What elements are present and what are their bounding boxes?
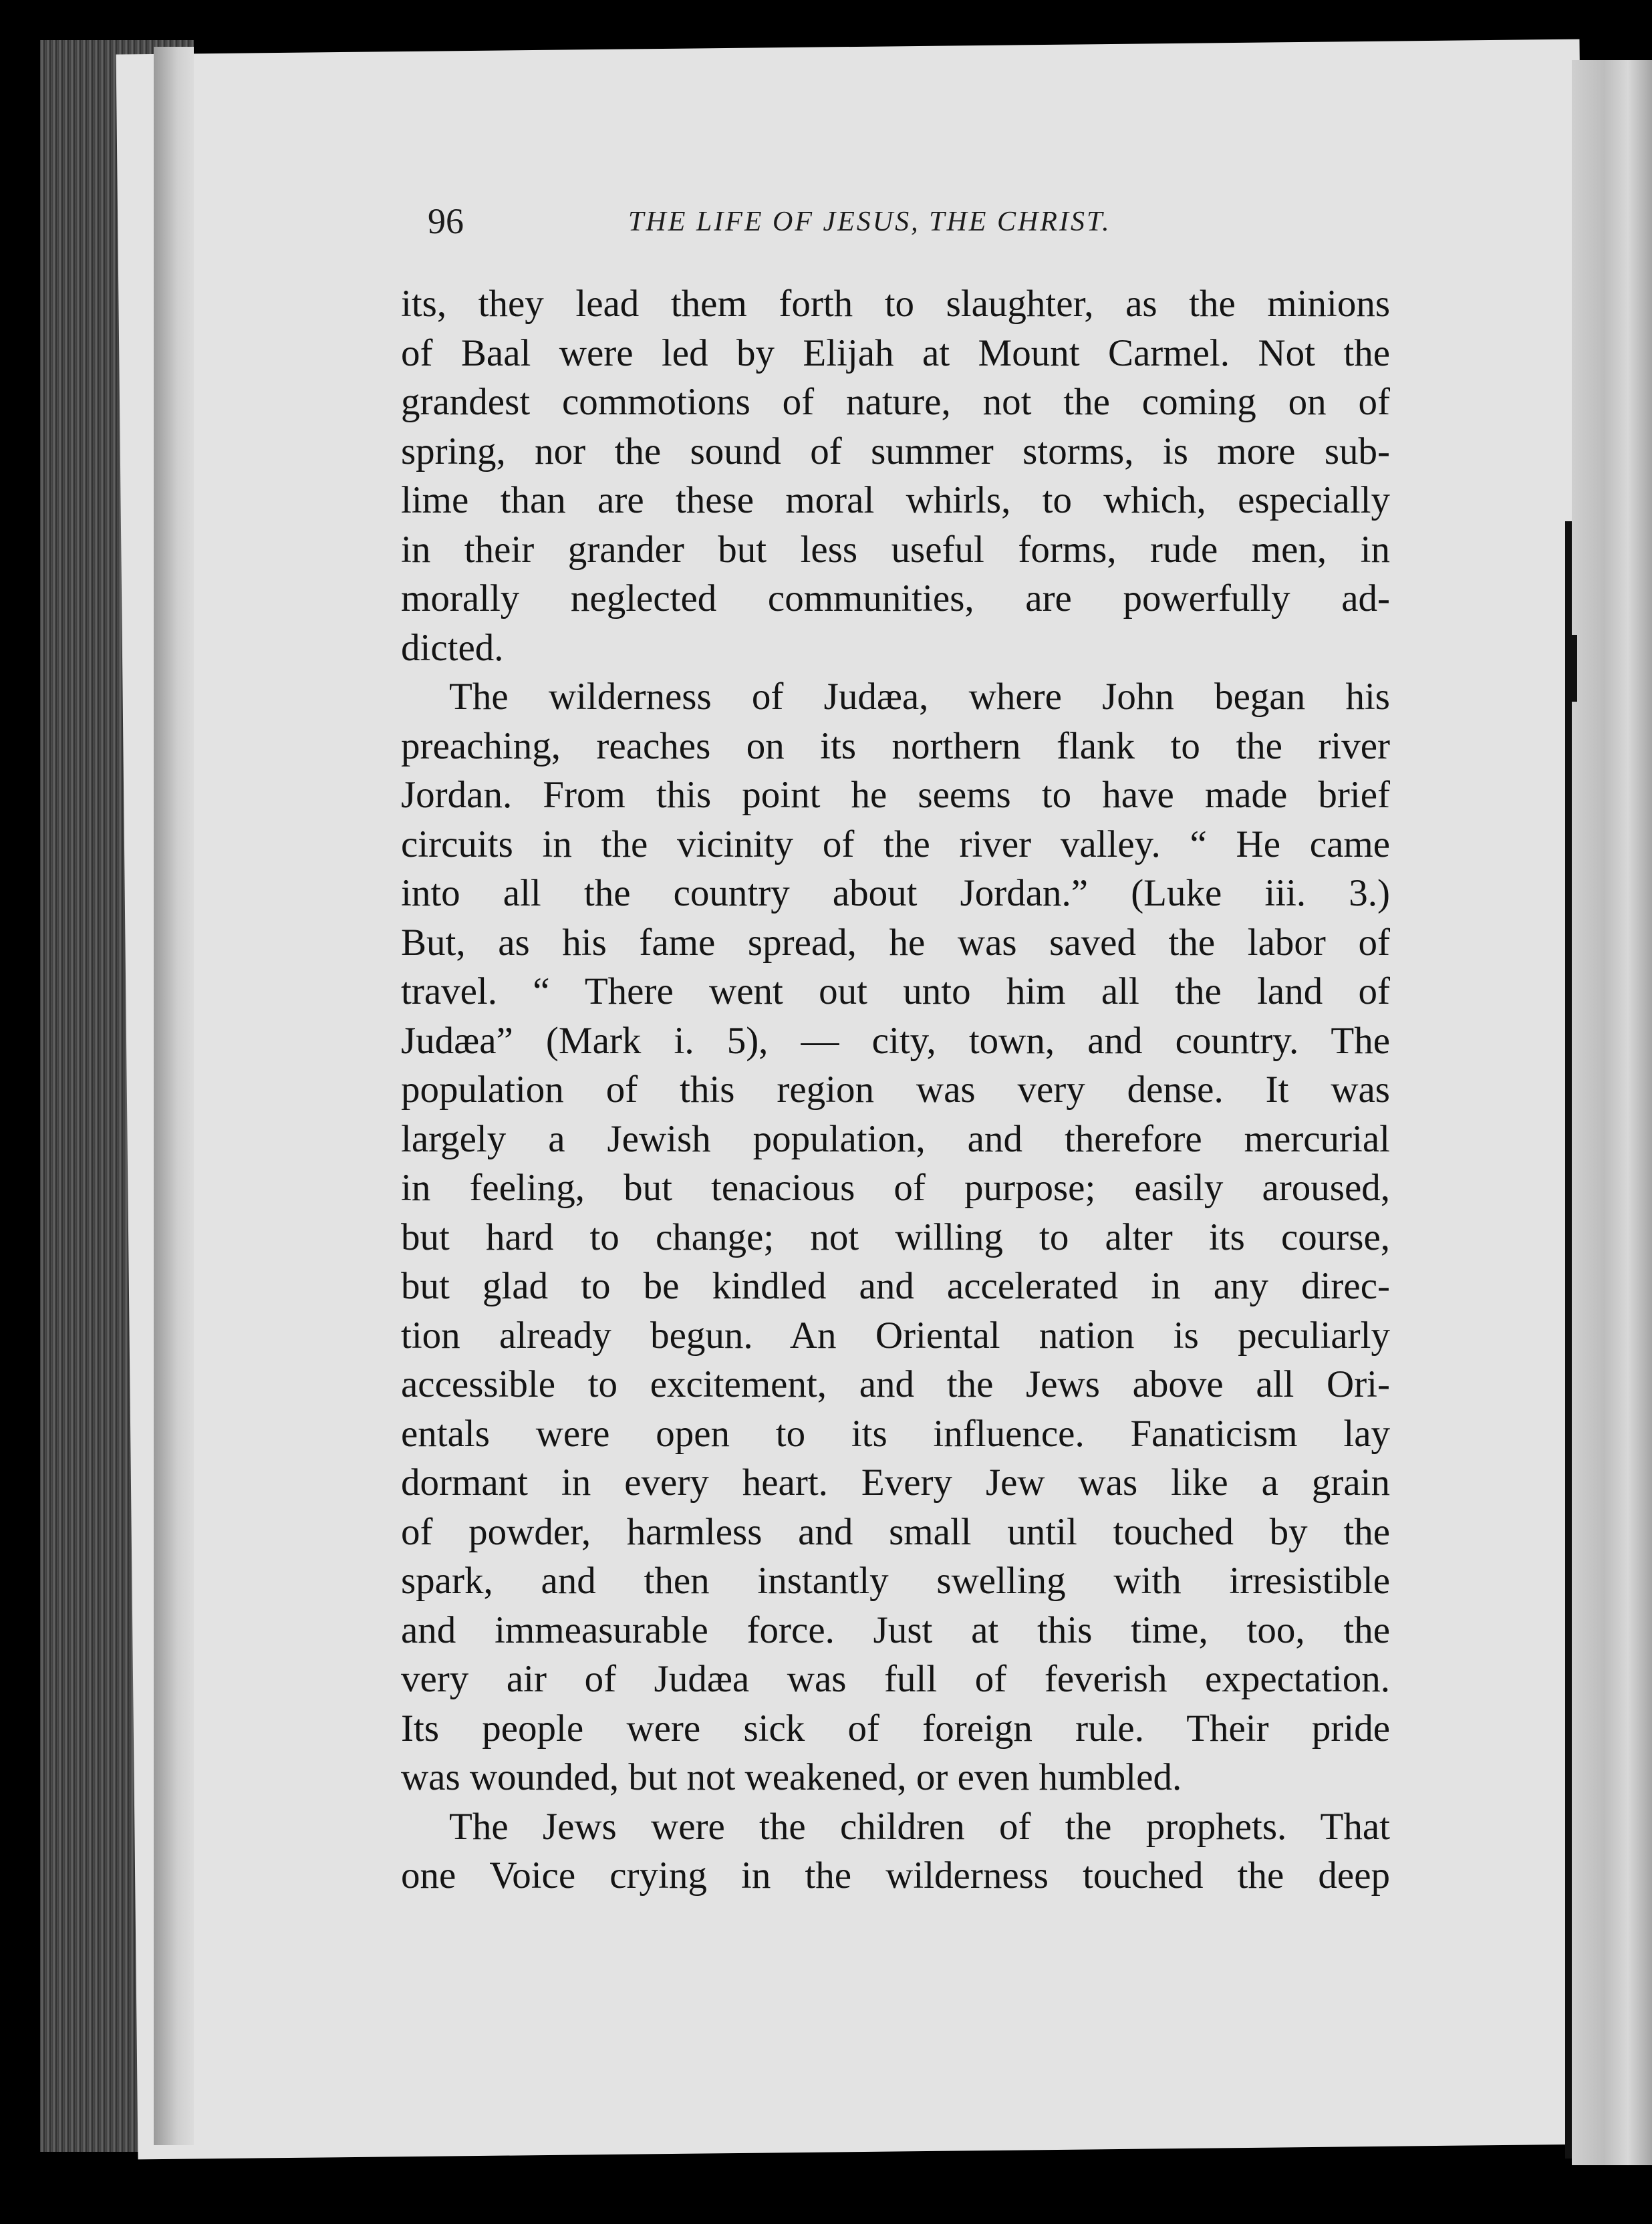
running-title: THE LIFE OF JESUS, THE CHRIST. [628,206,1111,237]
text-line: lime than are these moral whirls, to which, especially [401,479,1390,521]
text-line: Jordan. From this point he seems to have made brief [401,774,1390,816]
text-line: spark, and then instantly swelling with irresistible [401,1560,1390,1602]
binding-gutter [1572,60,1652,2165]
text-line: one Voice crying in the wilderness touched the deep [401,1854,1390,1897]
page-edge-shadow [154,47,194,2145]
text-line: preaching, reaches on its northern flank to the river [401,724,1390,767]
text-line: dormant in every heart. Every Jew was like a grain [401,1462,1390,1504]
text-line: accessible to excitement, and the Jews above all Ori- [401,1363,1390,1405]
text-line: was wounded, but not weakened, or even humbled. [401,1756,1182,1798]
binding-thread [1565,521,1572,2159]
text-line: but glad to be kindled and accelerated in any direc- [401,1265,1390,1307]
text-line: its, they lead them forth to slaughter, as the minions [401,283,1390,325]
text-line: but hard to change; not willing to alter its course, [401,1216,1390,1258]
body-text [401,279,1390,1901]
text-line: circuits in the vicinity of the river valley. “ He came [401,823,1390,865]
text-line: travel. “ There went out unto him all the land of [401,970,1390,1012]
text-line: into all the country about Jordan.” (Luke iii. 3.) [401,872,1390,914]
text-line: in their grander but less useful forms, rude men, in [401,528,1390,571]
text-line: very air of Judæa was full of feverish expectation. [401,1658,1390,1700]
text-line: entals were open to its influence. Fanaticism lay [401,1412,1390,1455]
text-line: population of this region was very dense. It was [401,1069,1390,1111]
text-line: of Baal were led by Elijah at Mount Carmel. Not the [401,331,1390,374]
text-line: largely a Jewish population, and therefore mercurial [401,1117,1390,1160]
text-line: spring, nor the sound of summer storms, is more sub- [401,430,1390,472]
binding-stitch [1568,635,1577,702]
text-line: The Jews were the children of the prophets. That [449,1805,1390,1848]
text-line: Its people were sick of foreign rule. Their pride [401,1707,1390,1750]
text-line: grandest commotions of nature, not the coming on of [401,381,1390,423]
text-line: and immeasurable force. Just at this time, too, the [401,1609,1390,1651]
text-line: dicted. [401,626,504,669]
page-number: 96 [428,201,464,241]
text-line: morally neglected communities, are powerfully ad- [401,577,1390,619]
text-line: tion already begun. An Oriental nation is peculiarly [401,1314,1390,1357]
text-line: in feeling, but tenacious of purpose; easily aroused, [401,1167,1390,1209]
text-line: But, as his fame spread, he was saved the labor of [401,921,1390,964]
text-line: Judæa” (Mark i. 5), — city, town, and country. The [401,1019,1390,1062]
text-line: of powder, harmless and small until touched by the [401,1510,1390,1553]
text-line: The wilderness of Judæa, where John began his [449,676,1390,718]
